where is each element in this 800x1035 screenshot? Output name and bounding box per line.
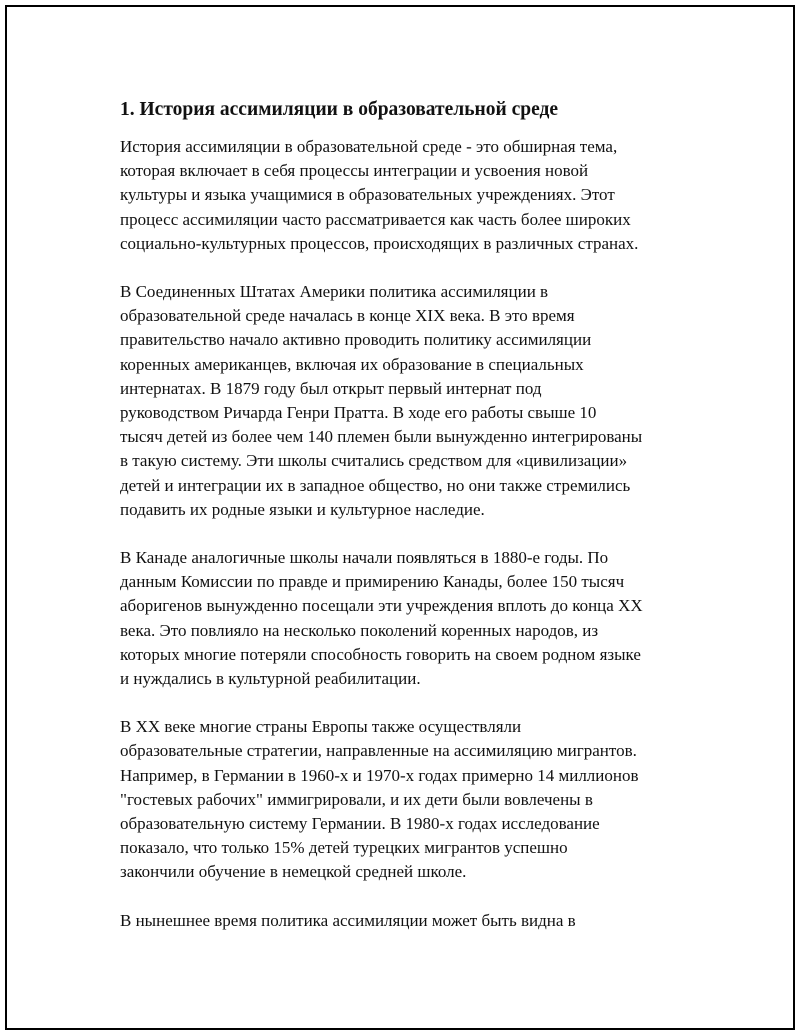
text-line: В нынешнее время политика ассимиляции может быть видна в bbox=[120, 910, 576, 930]
section-heading: 1. История ассимиляции в образовательной среде bbox=[120, 99, 559, 120]
paragraph-1 bbox=[120, 135, 700, 256]
text-line: которых многие потеряли способность говорить на своем родном языке bbox=[120, 644, 641, 664]
text-line: процесс ассимиляции часто рассматривается как часть более широких bbox=[120, 209, 631, 229]
text-line: руководством Ричарда Генри Пратта. В ходе его работы свыше 10 bbox=[120, 403, 597, 423]
text-line: которая включает в себя процессы интеграции и усвоения новой bbox=[120, 161, 589, 181]
text-line: "гостевых рабочих" иммигрировали, и их дети были вовлечены в bbox=[120, 789, 593, 809]
text-line: коренных американцев, включая их образование в специальных bbox=[120, 354, 584, 374]
text-line: и нуждались в культурной реабилитации. bbox=[120, 669, 421, 689]
text-line: детей и интеграции их в западное общество, но они также стремились bbox=[120, 475, 631, 495]
text-line: подавить их родные языки и культурное наследие. bbox=[120, 499, 485, 519]
text-line: В Канаде аналогичные школы начали появляться в 1880-е годы. По bbox=[120, 548, 609, 568]
text-line: века. Это повлияло на несколько поколений коренных народов, из bbox=[120, 620, 599, 640]
paragraph-4 bbox=[120, 715, 700, 884]
document-body bbox=[120, 96, 700, 957]
text-line: В Соединенных Штатах Америки политика ассимиляции в bbox=[120, 282, 549, 302]
text-line: правительство начало активно проводить политику ассимиляции bbox=[120, 330, 592, 350]
text-line: закончили обучение в немецкой средней школе. bbox=[120, 862, 467, 882]
text-line: в такую систему. Эти школы считались средством для «цивилизации» bbox=[120, 451, 628, 471]
text-line: показало, что только 15% детей турецких мигрантов успешно bbox=[120, 838, 568, 858]
text-line: образовательной среде началась в конце XIX века. В это время bbox=[120, 306, 575, 326]
text-line: Например, в Германии в 1960-х и 1970-х годах примерно 14 миллионов bbox=[120, 765, 639, 785]
text-line: В XX веке многие страны Европы также осуществляли bbox=[120, 717, 522, 737]
text-line: аборигенов вынужденно посещали эти учреждения вплоть до конца XX bbox=[120, 596, 643, 616]
text-line: образовательные стратегии, направленные на ассимиляцию мигрантов. bbox=[120, 741, 637, 761]
text-line: интернатах. В 1879 году был открыт первый интернат под bbox=[120, 378, 542, 398]
text-line: тысяч детей из более чем 140 племен были вынужденно интегрированы bbox=[120, 427, 643, 447]
text-line: социально-культурных процессов, происходящих в различных странах. bbox=[120, 233, 639, 253]
paragraph-2 bbox=[120, 280, 700, 522]
paragraph-5 bbox=[120, 909, 700, 933]
text-line: История ассимиляции в образовательной среде - это обширная тема, bbox=[120, 137, 618, 156]
page-frame bbox=[5, 5, 795, 1030]
text-line: данным Комиссии по правде и примирению Канады, более 150 тысяч bbox=[120, 572, 625, 592]
text-line: образовательную систему Германии. В 1980-х годах исследование bbox=[120, 814, 600, 834]
text-line: культуры и языка учащимися в образовательных учреждениях. Этот bbox=[120, 185, 615, 205]
paragraph-3 bbox=[120, 546, 700, 691]
